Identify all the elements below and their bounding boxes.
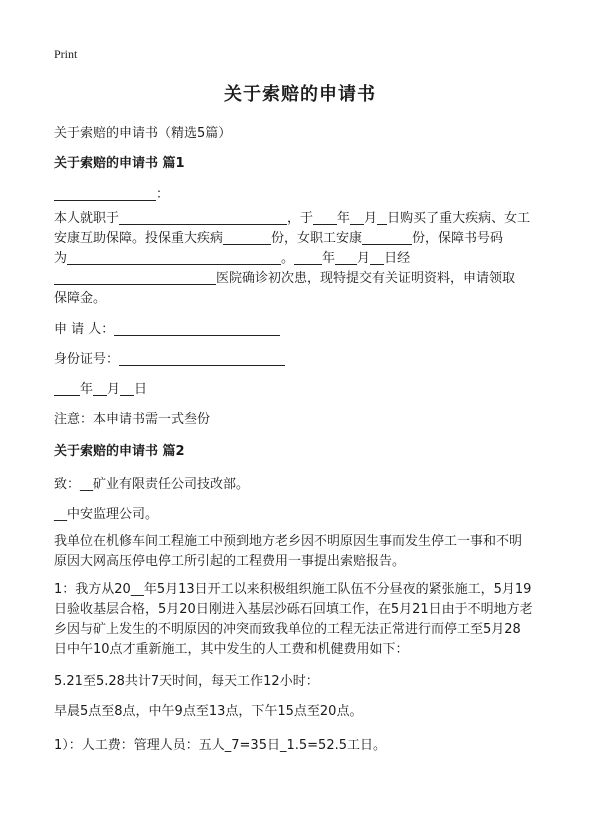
recipient-colon: ： (156, 187, 170, 202)
period-line: 5.21至5.28共计7天时间，每天工作12小时： (54, 674, 319, 689)
cc-line: __中安监理公司。 (54, 507, 159, 522)
para-row: 医院确诊初次患，现特提交有关证明资料，申请领取 (54, 269, 550, 289)
claim-detail-paragraph (54, 580, 550, 660)
document-subtitle: 关于索赔的申请书（精选5篇） (54, 126, 232, 141)
para-row: 日验收基层合格，5月20日刚进入基层沙砾石回填工作，在5月21日由于不明地方老 (54, 602, 533, 617)
section-heading-2: 关于索赔的申请书 篇2 (54, 444, 185, 459)
hours-line: 早晨5点至8点，中午9点至13点，下午15点至20点。 (54, 704, 363, 719)
labor-cost-line: 1）：人工费：管理人员：五人_7=35日_1.5=52.5工日。 (54, 738, 386, 753)
para-row: 1：我方从20__年5月13日开工以来积极组织施工队伍不分昼夜的紧张施工，5月19 (54, 582, 532, 597)
id-number-label: 身份证号： (54, 352, 120, 367)
applicant-line (54, 318, 280, 337)
para-row: 原因大网高压停电停工所引起的工程费用一事提出索赔报告。 (54, 554, 406, 569)
print-link[interactable]: Print (54, 47, 78, 61)
applicant-blank (114, 321, 280, 336)
page-title: 关于索赔的申请书 (224, 84, 376, 105)
note-line: 注意：本申请书需一式叁份 (54, 412, 211, 427)
para-row: 乡因与矿上发生的不明原因的冲突而致我单位的工程无法正常进行而停工至5月28 (54, 622, 521, 637)
addressee-line: 致：__矿业有限责任公司技改部。 (54, 477, 250, 492)
date-line: 年 月 日 (54, 378, 147, 397)
recipient-line (54, 183, 169, 202)
para-row: 我单位在机修车间工程施工中预到地方老乡因不明原因生事而发生停工一事和不明 (54, 534, 523, 549)
id-number-line (54, 348, 285, 367)
para-row: 安康互助保障。投保重大疾病 份，女职工安康 份，保障书号码 (54, 231, 504, 246)
application-paragraph (54, 209, 550, 309)
para-row: 为 。 年 月 日经 (54, 251, 411, 266)
para-row: 保障金。 (54, 291, 107, 306)
id-number-blank (119, 351, 285, 366)
blank-recipient (54, 186, 156, 201)
para-row: 日中午10点才重新施工，其中发生的人工费和机健费用如下： (54, 642, 409, 657)
section-heading-1: 关于索赔的申请书 篇1 (54, 156, 185, 171)
para-row: 本人就职于 ，于 年 月 日购买了重大疾病、女工 (54, 211, 531, 226)
claim-intro-paragraph (54, 532, 550, 572)
applicant-label: 申 请 人： (54, 322, 115, 337)
